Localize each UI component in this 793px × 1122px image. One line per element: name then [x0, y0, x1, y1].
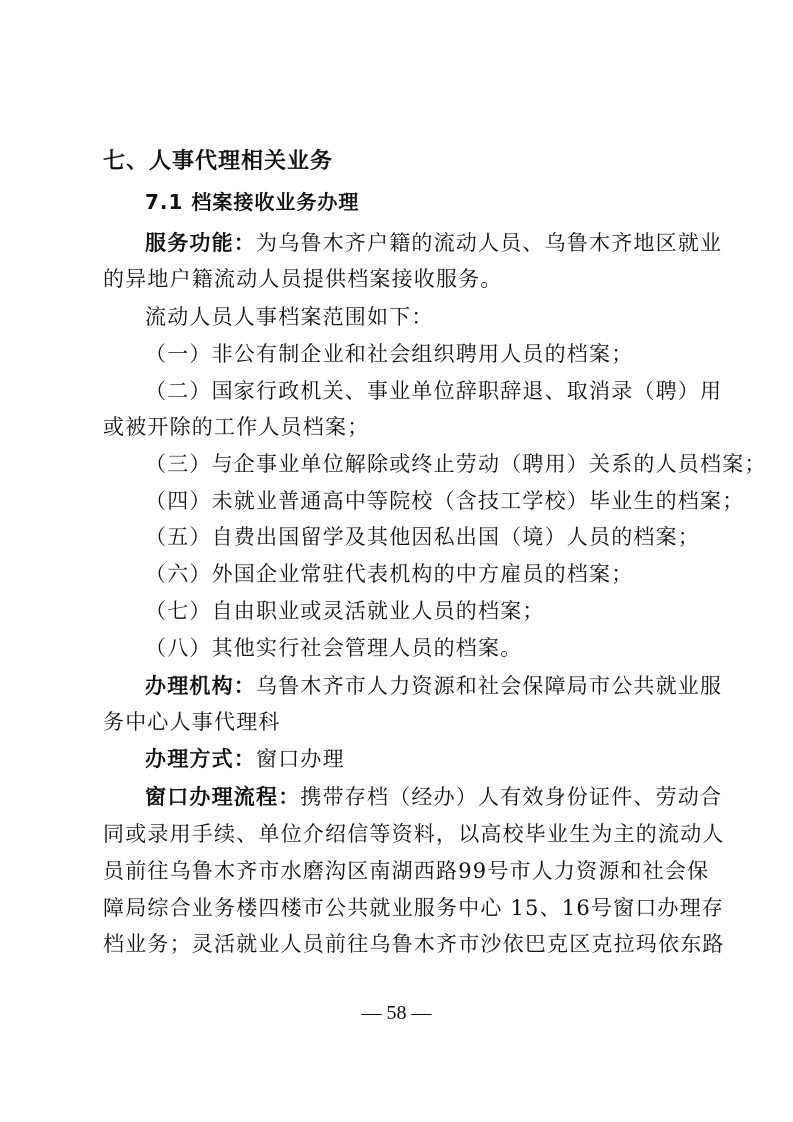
scope-item: （八）其他实行社会管理人员的档案。	[145, 636, 523, 660]
page-number: — 58 —	[361, 1002, 432, 1024]
method-label: 办理方式：	[145, 747, 256, 771]
process-continuation: 档业务；灵活就业人员前往乌鲁木齐市沙依巴克区克拉玛依东路	[103, 932, 725, 956]
scope-item: （六）外国企业常驻代表机构的中方雇员的档案；	[145, 562, 634, 586]
process-continuation: 员前往乌鲁木齐市水磨沟区南湖西路99号市人力资源和社会保	[103, 859, 710, 883]
process-continuation: 障局综合业务楼四楼市公共就业服务中心 15、16号窗口办理存	[103, 896, 725, 920]
process-text: 携带存档（经办）人有效身份证件、劳动合	[300, 785, 723, 809]
service-function-paragraph	[145, 229, 722, 257]
agency-continuation: 务中心人事代理科	[103, 710, 281, 734]
process-label: 窗口办理流程：	[145, 785, 301, 809]
process-continuation: 同或录用手续、单位介绍信等资料，以高校毕业生为主的流动人	[103, 822, 725, 846]
scope-item: （七）自由职业或灵活就业人员的档案；	[145, 599, 545, 623]
scope-item: （三）与企事业单位解除或终止劳动（聘用）关系的人员档案；	[145, 452, 767, 476]
process-paragraph	[145, 783, 722, 811]
scope-item: （一）非公有制企业和社会组织聘用人员的档案；	[145, 342, 634, 366]
scope-item: （五）自费出国留学及其他因私出国（境）人员的档案；	[145, 525, 700, 549]
service-function-continuation: 的异地户籍流动人员提供档案接收服务。	[103, 267, 503, 291]
scope-item: （四）未就业普通高中等院校（含技工学校）毕业生的档案；	[145, 489, 745, 513]
section-subtitle: 7.1 档案接收业务办理	[145, 190, 360, 214]
section-title: 七、人事代理相关业务	[103, 149, 334, 174]
agency-text: 乌鲁木齐市人力资源和社会保障局市公共就业服	[256, 674, 723, 698]
method-text: 窗口办理	[256, 747, 345, 771]
scope-item: （二）国家行政机关、事业单位辞职辞退、取消录（聘）用	[145, 379, 723, 403]
method-paragraph	[145, 745, 345, 773]
service-function-label: 服务功能：	[145, 231, 256, 255]
agency-label: 办理机构：	[145, 674, 256, 698]
scope-item-continuation: 或被开除的工作人员档案；	[103, 415, 370, 439]
agency-paragraph	[145, 672, 722, 700]
scope-intro: 流动人员人事档案范围如下：	[145, 305, 434, 329]
service-function-text: 为乌鲁木齐户籍的流动人员、乌鲁木齐地区就业	[256, 231, 723, 255]
